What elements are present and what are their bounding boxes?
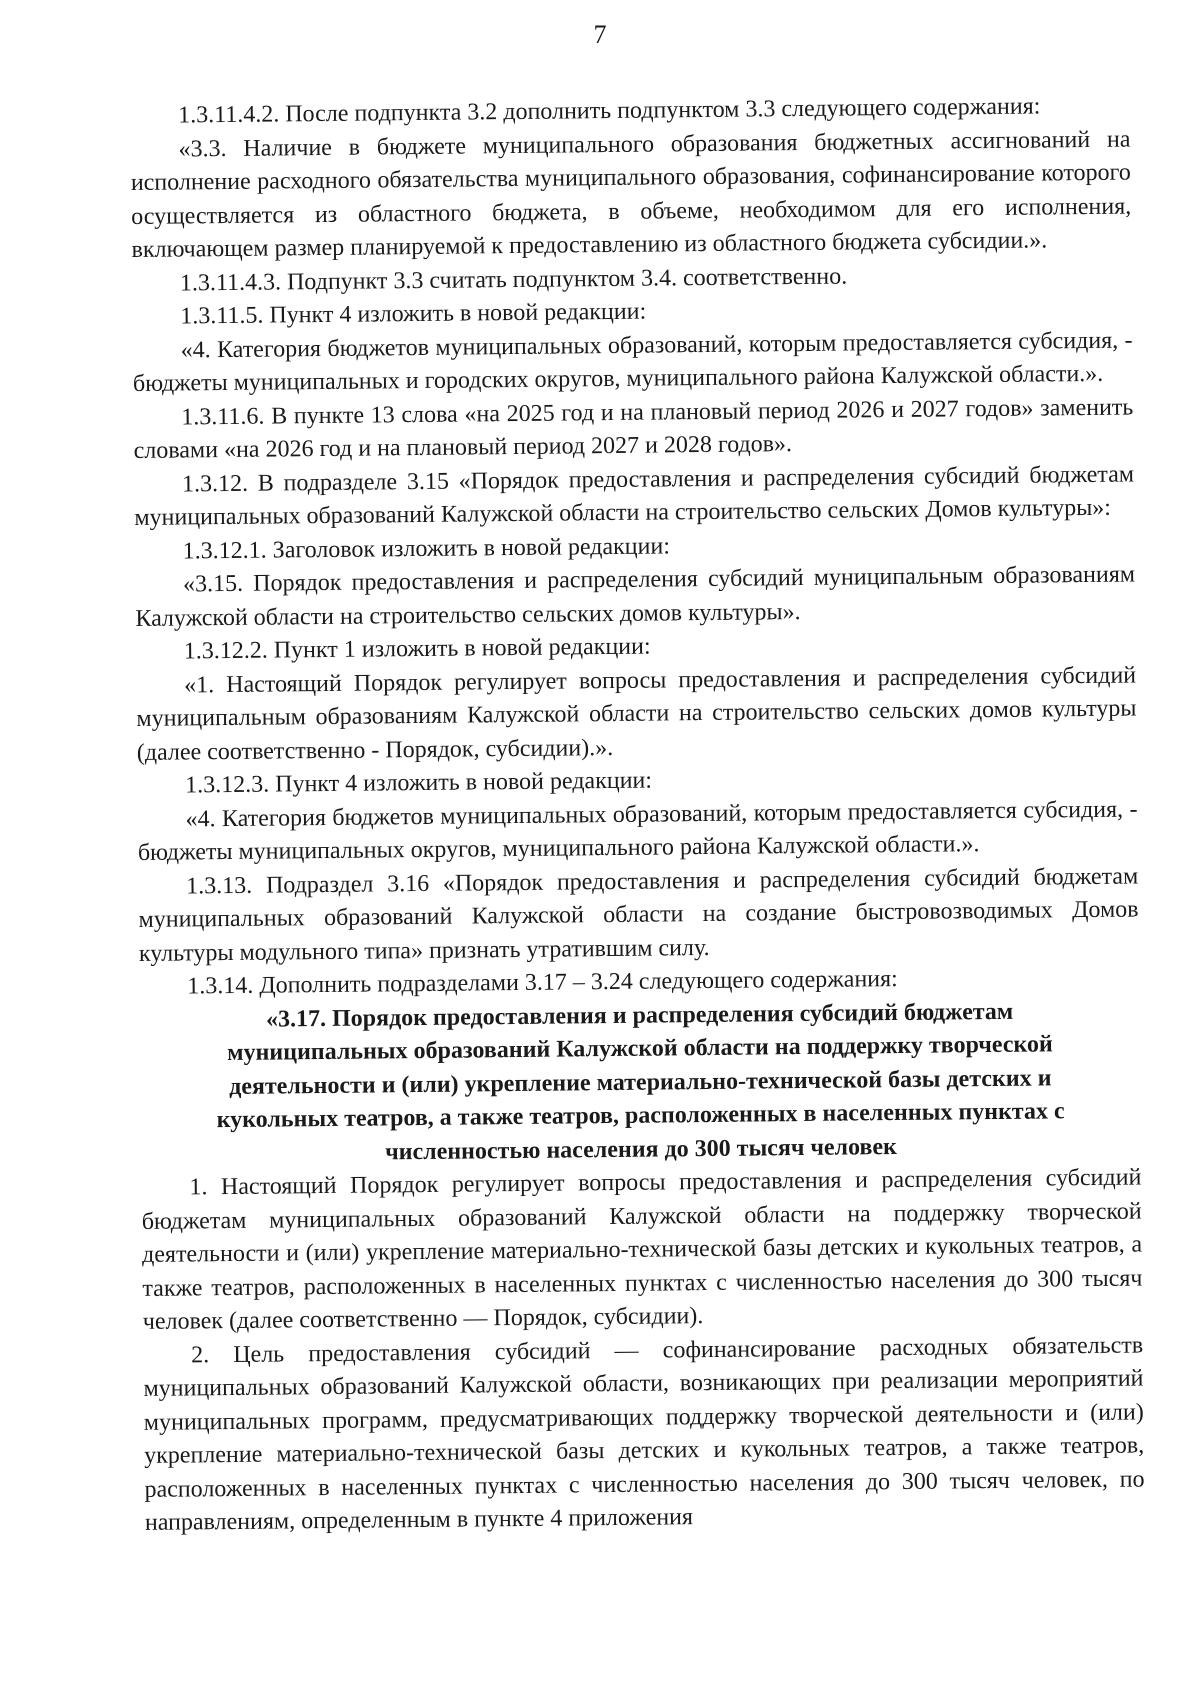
paragraph-1-3-12: 1.3.12. В подразделе 3.15 «Порядок предоставления и распределения субсидий бюджетам муниципальных образований Калужской области на строительство сельских Домов культуры»: (134, 461, 1135, 531)
paragraph-1-3-12-3: 1.3.12.3. Пункт 4 изложить в новой редакции: (185, 767, 653, 799)
document-body (130, 90, 1145, 1541)
section-paragraph-2: 2. Цель предоставления субсидий — софинансирование расходных обязательств муниципальных образований Калужской области, возникающих при реализации мероприятий муниципальных программ, предусматривающих поддержку творческой деятельности и (или) укрепление материально-технической базы детских и кукольных театров, а также театров, расположенных в населенных пунктах с численностью населения до 300 тысяч человек, по направлениям, определенным в пункте 4 приложения (143, 1331, 1145, 1536)
quoted-heading-3-15: «3.15. Порядок предоставления и распределения субсидий муниципальным образованиям Калужской области на строительство сельских домов культуры». (135, 561, 1136, 632)
quoted-clause-1: «1. Настоящий Порядок регулирует вопросы предоставления и распределения субсидий муниципальным образованиям Калужской области на строительство сельских домов культуры (далее соответственно - Порядок, субсидии).». (136, 661, 1137, 766)
quoted-clause-3-3: «3.3. Наличие в бюджете муниципального образования бюджетных ассигнований на исполнение расходного обязательства муниципального образования, софинансирование которого осуществляется из областного бюджета, в объеме, необходимом для его исполнения, включающем размер планируемой к предоставлению из областного бюджета субсидии.». (130, 126, 1132, 263)
paragraph-1-3-11-6: 1.3.11.6. В пункте 13 слова «на 2025 год и на плановый период 2026 и 2027 годов» заменить словами «на 2026 год и на плановый период 2027 и 2028 годов». (133, 394, 1134, 464)
paragraph-1-3-14: 1.3.14. Дополнить подразделами 3.17 – 3.24 следующего содержания: (187, 966, 898, 1000)
paragraph-1-3-11-4-3: 1.3.11.4.3. Подпункт 3.3 считать подпунктом 3.4. соответственно. (179, 263, 848, 296)
paragraph-1-3-11-4-2: 1.3.11.4.2. После подпункта 3.2 дополнить подпунктом 3.3 следующего содержания: (178, 93, 1041, 129)
paragraph-1-3-12-2: 1.3.12.2. Пункт 1 изложить в новой редакции: (183, 633, 651, 665)
paragraph-1-3-13: 1.3.13. Подраздел 3.16 «Порядок предоставления и распределения субсидий бюджетам муниципальных образований Калужской области на создание быстровозводимых Домов культуры модульного типа» признать утратившим силу. (138, 862, 1139, 967)
section-paragraph-1: 1. Настоящий Порядок регулирует вопросы предоставления и распределения субсидий бюджетам муниципальных образований Калужской области на поддержку творческой деятельности и (или) укрепление материально-технической базы детских и кукольных театров, а также театров, расположенных в населенных пунктах с численностью населения до 300 тысяч человек (далее соответственно — Порядок, субсидии). (141, 1164, 1143, 1335)
quoted-clause-4-second: «4. Категория бюджетов муниципальных образований, которым предоставляется субсидия, - бюджеты муниципальных округов, муниципального района Калужской области.». (137, 795, 1138, 866)
quoted-clause-4: «4. Категория бюджетов муниципальных образований, которым предоставляется субсидия, - бюджеты муниципальных и городских округов, муниципального района Калужской области.». (132, 327, 1133, 397)
page-number: 7 (593, 20, 607, 49)
section-heading-3-17: «3.17. Порядок предоставления и распределения субсидий бюджетам муниципальных образований Калужской области на поддержку творческой деятельности и (или) укрепление материально-технической базы детских и кукольных театров, а также театров, расположенных в населенных пунктах с численностью населения до 300 тысяч человек (216, 998, 1065, 1165)
paragraph-1-3-11-5: 1.3.11.5. Пункт 4 изложить в новой редакции: (180, 298, 647, 330)
paragraph-1-3-12-1: 1.3.12.1. Заголовок изложить в новой редакции: (182, 532, 671, 564)
